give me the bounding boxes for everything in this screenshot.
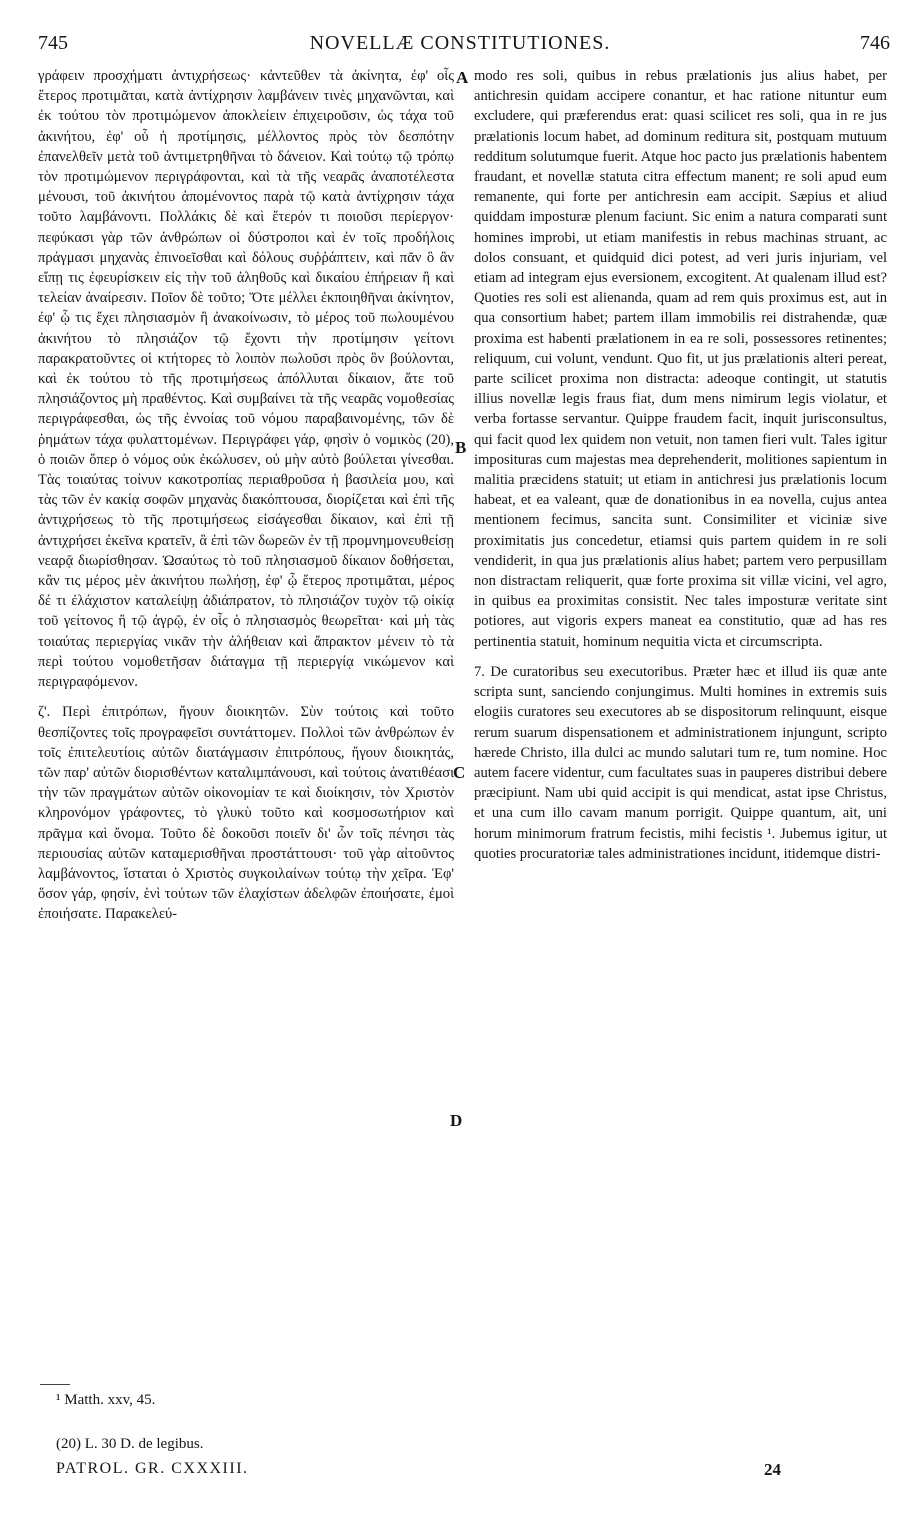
footnote-legal: (20) L. 30 D. de legibus. bbox=[56, 1436, 204, 1452]
latin-section-seven: 7. De curatoribus seu executoribus. Præter hæc et illud iis quæ ante scripta sunt, sanciendo conjungimus. Multi homines in extremis suis elogiis curatores seu executores ab se dispositorum relinquunt, eisque rerum suarum dispensationem et administrationem injungunt, scripto hærede Christo, illa dulci ac mundo salutari tum re, tum nomine. Hoc autem facere videntur, cum facultates suas in pauperes distribui debere præcipiunt. Nam ubi quid accipit is qui mendicat, astat ipse Christus, et una cum illo cavam manum porrigit. Quippe quantum, ait, uni horum minimorum fratrum fecistis, mihi fecistis ¹. Jubemus igitur, ut quoties procuratoriæ tales administrationes incidunt, itidemque distri- bbox=[474, 663, 887, 862]
latin-paragraph-prelation: modo res soli, quibus in rebus prælationis jus alius habet, per antichresin quidam accipere conantur, et hac ratione nituntur eum excludere, qui præferendus erat: quasi scilicet res soli, qua in re jus prælationis locum habet, ad dominum reditura sit, postquam mutuum redditum solutumque fuerit. Atque hoc pacto jus prælationis habentem fraudant, et novellæ statuta citra effectum manent; re soli apud eum remanente, qui forte per antichresin eam accipit. Sæpius et aliud quiddam imposturæ plenum faciunt. Sic enim a natura comparati sunt homines improbi, ut etiam manifestis in rebus machinas struant, ac dolos consuant, et quidquid dici potest, ad veri juris injuriam, vel etiam ad integram ejus eversionem, excogitent. At qualenam illud est? Quoties res soli est alienanda, quam ad rem quis proximus est, aut in qua consortium habet; partem illam immobilis rei distrahendæ, quæ proxima est habenti prælationem in ea re soli, possessores retinentes; reliquum, cui volunt, vendunt. Quo fit, ut jus prælationis alteri pereat, parte scilicet proxima non distracta: adeoque contingit, ut statutis illius novellæ legis fraus fiat, dum mens nimirum legis violatur, et verba fortasse servantur. Quippe fraudem facit, inquit jurisconsultus, qui facit quod lex quidem non vetuit, non tamen fieri vult. Tales igitur imposituras cum majestas mea deprehenderit, molitiones sapientum in malitia præcidens statuit; ut etiam in antichresi jus prælationis locum habeat, et ea valeant, quæ de donationibus in ea novella, cujus antea mentionem fecimus, sancita sunt. Consimiliter et viciniæ sive proximitatis jus concedetur, etiamsi quis partem quidem in re soli vendiderit, in qua jus prælationis alius habet; partem vero perpusillam non distractam reliquerit, quæ forte proxima sit villæ vicini, vel agro, in quibus ea proximitas consistit. Nec tales imposturæ veritate sint potiores, aut vigoris expers maneat ea constitutio, quæ ad has res pertinentia statuit, hominum nequitia victa et circumscripta. bbox=[474, 68, 887, 650]
running-title: NOVELLÆ CONSTITUTIONES. bbox=[309, 32, 611, 54]
margin-marker-a: A bbox=[456, 68, 469, 87]
greek-paragraph-prelation: γράφειν προσχήματι ἀντιχρήσεως· κἀντεῦθεν τὰ ἀκίνητα, ἐφ' οἷς ἕτερος προτιμᾶται, κατὰ ἀντίχρησιν λαμβάνειν τινὲς μηχανῶνται, καὶ ἐκ τούτου τὸν προτιμώμενον ἀποκλείειν ἐπιχειροῦσιν, ὡς τάχα τοῦ ἀκινήτου, ἐφ' οὗ ἡ προτίμησις, μέλλοντος πρὸς τὸν δεσπότην ἐπανελθεῖν μετὰ τοῦ ἀντιμετρηθῆναι τὸ δάνειον. Καὶ τούτῳ τῷ τρόπῳ τὸν προτιμώμενον περιγράφονται, καὶ τὰ τῆς νεαρᾶς ἀναποτέλεστα μένουσι, τοῦ ἀκινήτου ἀπομένοντος παρὰ τῷ κατὰ ἀντίχρησιν τάχα τοῦτο λαμβάνοντι. Πολλάκις δὲ καὶ ἕτερόν τι ποιοῦσι περίεργον· πεφύκασι γὰρ τῶν ἀνθρώπων οἱ δύστροποι καὶ ἐν τοῖς προδήλοις πράγμασι μηχανὰς ἐπινοεῖσθαι καὶ δόλους συῤῥάπτειν, καὶ πᾶν ὃ ἂν εἴπῃ τις ἐφευρίσκειν εἰς τὴν τοῦ ἀληθοῦς καὶ δικαίου ἐπήρειαν ἢ καὶ τελείαν ἀναίρεσιν. Ποῖον δὲ τοῦτο; Ὅτε μέλλει ἐκποιηθῆναι ἀκίνητον, ἐφ' ᾧ τις ἔχει πλησιασμὸν ἢ ἀνακοίνωσιν, τὸ μέρος τοῦ πωλουμένου ἀκινήτου τὸ πλησιάζον τῷ ἔχοντι τὴν προτίμησιν γείτονι παρακρατοῦντες οἱ κτήτορες τὸ λοιπὸν πωλοῦσι πρὸς ὃν βούλονται, καὶ ἐκ τούτου τὸ τῆς προτιμήσεως ἀπόλλυται δίκαιον, ἅτε τοῦ πλησιάζοντος μὴ πραθέντος. Καὶ συμβαίνει τὰ τῆς νεαρᾶς νομοθεσίας περιγράφεσθαι, ὡς τῆς ἐννοίας τοῦ νόμου παραβαινομένης, τῶν δὲ ῥημάτων τάχα φυλαττομένων. Περιγράφει γάρ, φησὶν ὁ νομικὸς (20), ὁ ποιῶν ὅπερ ὁ νόμος οὐκ ἐκώλυσεν, οὐ μὴν αὐτὸ βούλεται γίνεσθαι. Τὰς τοιαύτας τοίνυν κακοτροπίας περιαθροῦσα ἡ βασιλεία μου, καὶ τὰς τῶν ἐν κακίᾳ σοφῶν μηχανὰς διακόπτουσα, διορίζεται καὶ ἐπὶ τῆς ἀντιχρήσεως τὸ τῆς προτιμήσεως εἰσάγεσθαι δίκαιον, καὶ ἐπὶ τῇ ἀντιχρήσει ἐκεῖνα κρατεῖν, ἃ ἐπὶ τῶν δωρεῶν ἐν τῇ προμνημονευθείσῃ νεαρᾷ διωρίσθησαν. Ὡσαύτως τὸ τοῦ πλησιασμοῦ δίκαιον δοθήσεται, κἂν τις μέρος μὲν ἀκινήτου πωλήσῃ, ἐφ' ᾧ ἕτερος προτιμᾶται, μέρος δέ τι ἐλάχιστον καταλείψῃ ἀδιάπρατον, τὸ πλησιάζον τυχὸν τῷ οἰκίᾳ τοῦ γείτονος ἢ τῷ ἀγρῷ, ἐν οἷς ὁ πλησιασμὸς θεωρεῖται· καὶ μὴ τὰς τοιαύτας περιεργίας νικᾶν τὴν ἀλήθειαν καὶ ἄπρακτον μένειν τὸ τὰ περὶ τούτου νομοθετῆσαν διάταγμα τῇ περιεργίᾳ νικώμενον καὶ περιγραφόμενον. bbox=[38, 68, 454, 691]
footnote-divider bbox=[40, 1384, 70, 1385]
page-number-left: 745 bbox=[38, 32, 68, 54]
margin-marker-c: C bbox=[453, 763, 466, 782]
margin-marker-d: D bbox=[450, 1111, 463, 1130]
footnote-biblical: ¹ Matth. xxv, 45. bbox=[56, 1392, 156, 1408]
greek-text-column bbox=[38, 66, 454, 925]
series-signature: PATROL. GR. CXXXIII. bbox=[56, 1460, 249, 1477]
signature-mark: 24 bbox=[764, 1460, 781, 1479]
page-number-right: 746 bbox=[860, 32, 890, 54]
margin-marker-b: B bbox=[455, 438, 467, 457]
running-header bbox=[30, 32, 890, 60]
greek-section-seven: ζ'. Περὶ ἐπιτρόπων, ἤγουν διοικητῶν. Σὺν τούτοις καὶ τοῦτο θεσπίζοντες τοῖς προγραφεῖσι συντάττομεν. Πολλοὶ τῶν ἀνθρώπων ἐν τοῖς ἐπιτελευτίοις αὐτῶν διατάγμασιν ἐπιτρόπους, ἤγουν διοικητάς, τῶν παρ' αὐτῶν διορισθέντων καταλιμπάνουσι, καὶ τούτοις ἀνατιθέασι τὴν τῶν πραγμάτων αὐτῶν οἰκονομίαν τε καὶ διοίκησιν, τὸν Χριστὸν κληρονόμον γράφοντες, τὸ γλυκὺ τοῦτο καὶ κοσμοσωτήριον καὶ πρᾶγμα καὶ ὄνομα. Τοῦτο δὲ δοκοῦσι ποιεῖν δι' ὧν τοῖς πένησι τὰς περιουσίας αὐτῶν καταμερισθῆναι προστάττουσι· τοῦ γὰρ αἰτοῦντος λαμβάνοντος, ἵσταται ὁ Χριστὸς συγκοιλαίνων τούτῳ τὴν χεῖρα. Ἐφ' ὅσον γάρ, φησίν, ἑνὶ τούτων τῶν ἐλαχίστων ἀδελφῶν ἐποιήσατε, ἐμοὶ ἐποιήσατε. Παρακελεύ- bbox=[38, 704, 454, 923]
latin-text-column bbox=[474, 66, 887, 864]
